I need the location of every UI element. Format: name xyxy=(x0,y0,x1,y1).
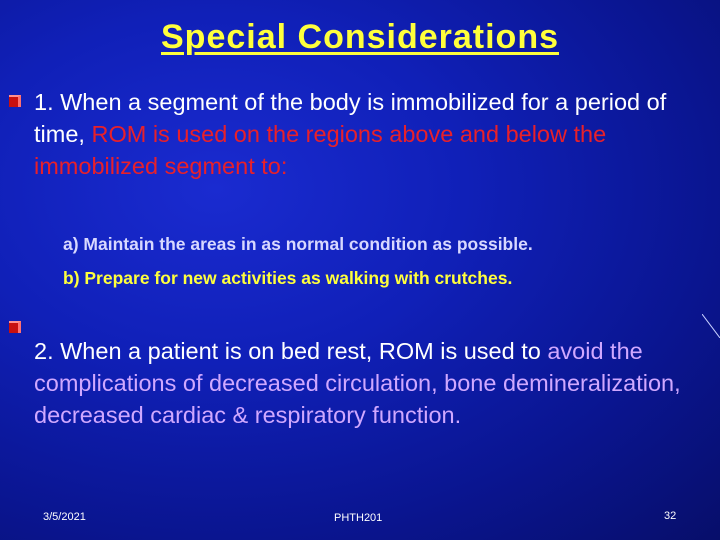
slide-title xyxy=(0,18,720,57)
point-1 xyxy=(34,86,714,182)
subpoint-b xyxy=(63,262,713,294)
point-2-text: 2. When a patient is on bed rest, ROM is used to xyxy=(34,338,548,364)
slide-title-text: Special Considerations xyxy=(161,18,559,56)
point-1-highlight: ROM is used on the regions above and below the immobilized segment to: xyxy=(34,121,607,179)
point-1-text: 1. When a segment of the body is immobilized for a period of time, xyxy=(34,89,667,147)
footer-course: PHTH201 xyxy=(334,512,383,524)
subpoint-a xyxy=(63,228,713,260)
bullet-icon xyxy=(9,95,21,107)
point-2 xyxy=(34,335,714,431)
subpoint-a-text: a) Maintain the areas in as normal condition as possible. xyxy=(63,234,533,254)
footer-page-number: 32 xyxy=(664,510,677,522)
subpoint-b-text: b) Prepare for new activities as walking with crutches. xyxy=(63,268,513,288)
footer-date: 3/5/2021 xyxy=(43,511,86,523)
point-2-highlight: avoid the complications of decreased circulation, bone demineralization, decreased cardiac & respiratory function. xyxy=(34,338,681,428)
bullet-icon xyxy=(9,321,21,333)
